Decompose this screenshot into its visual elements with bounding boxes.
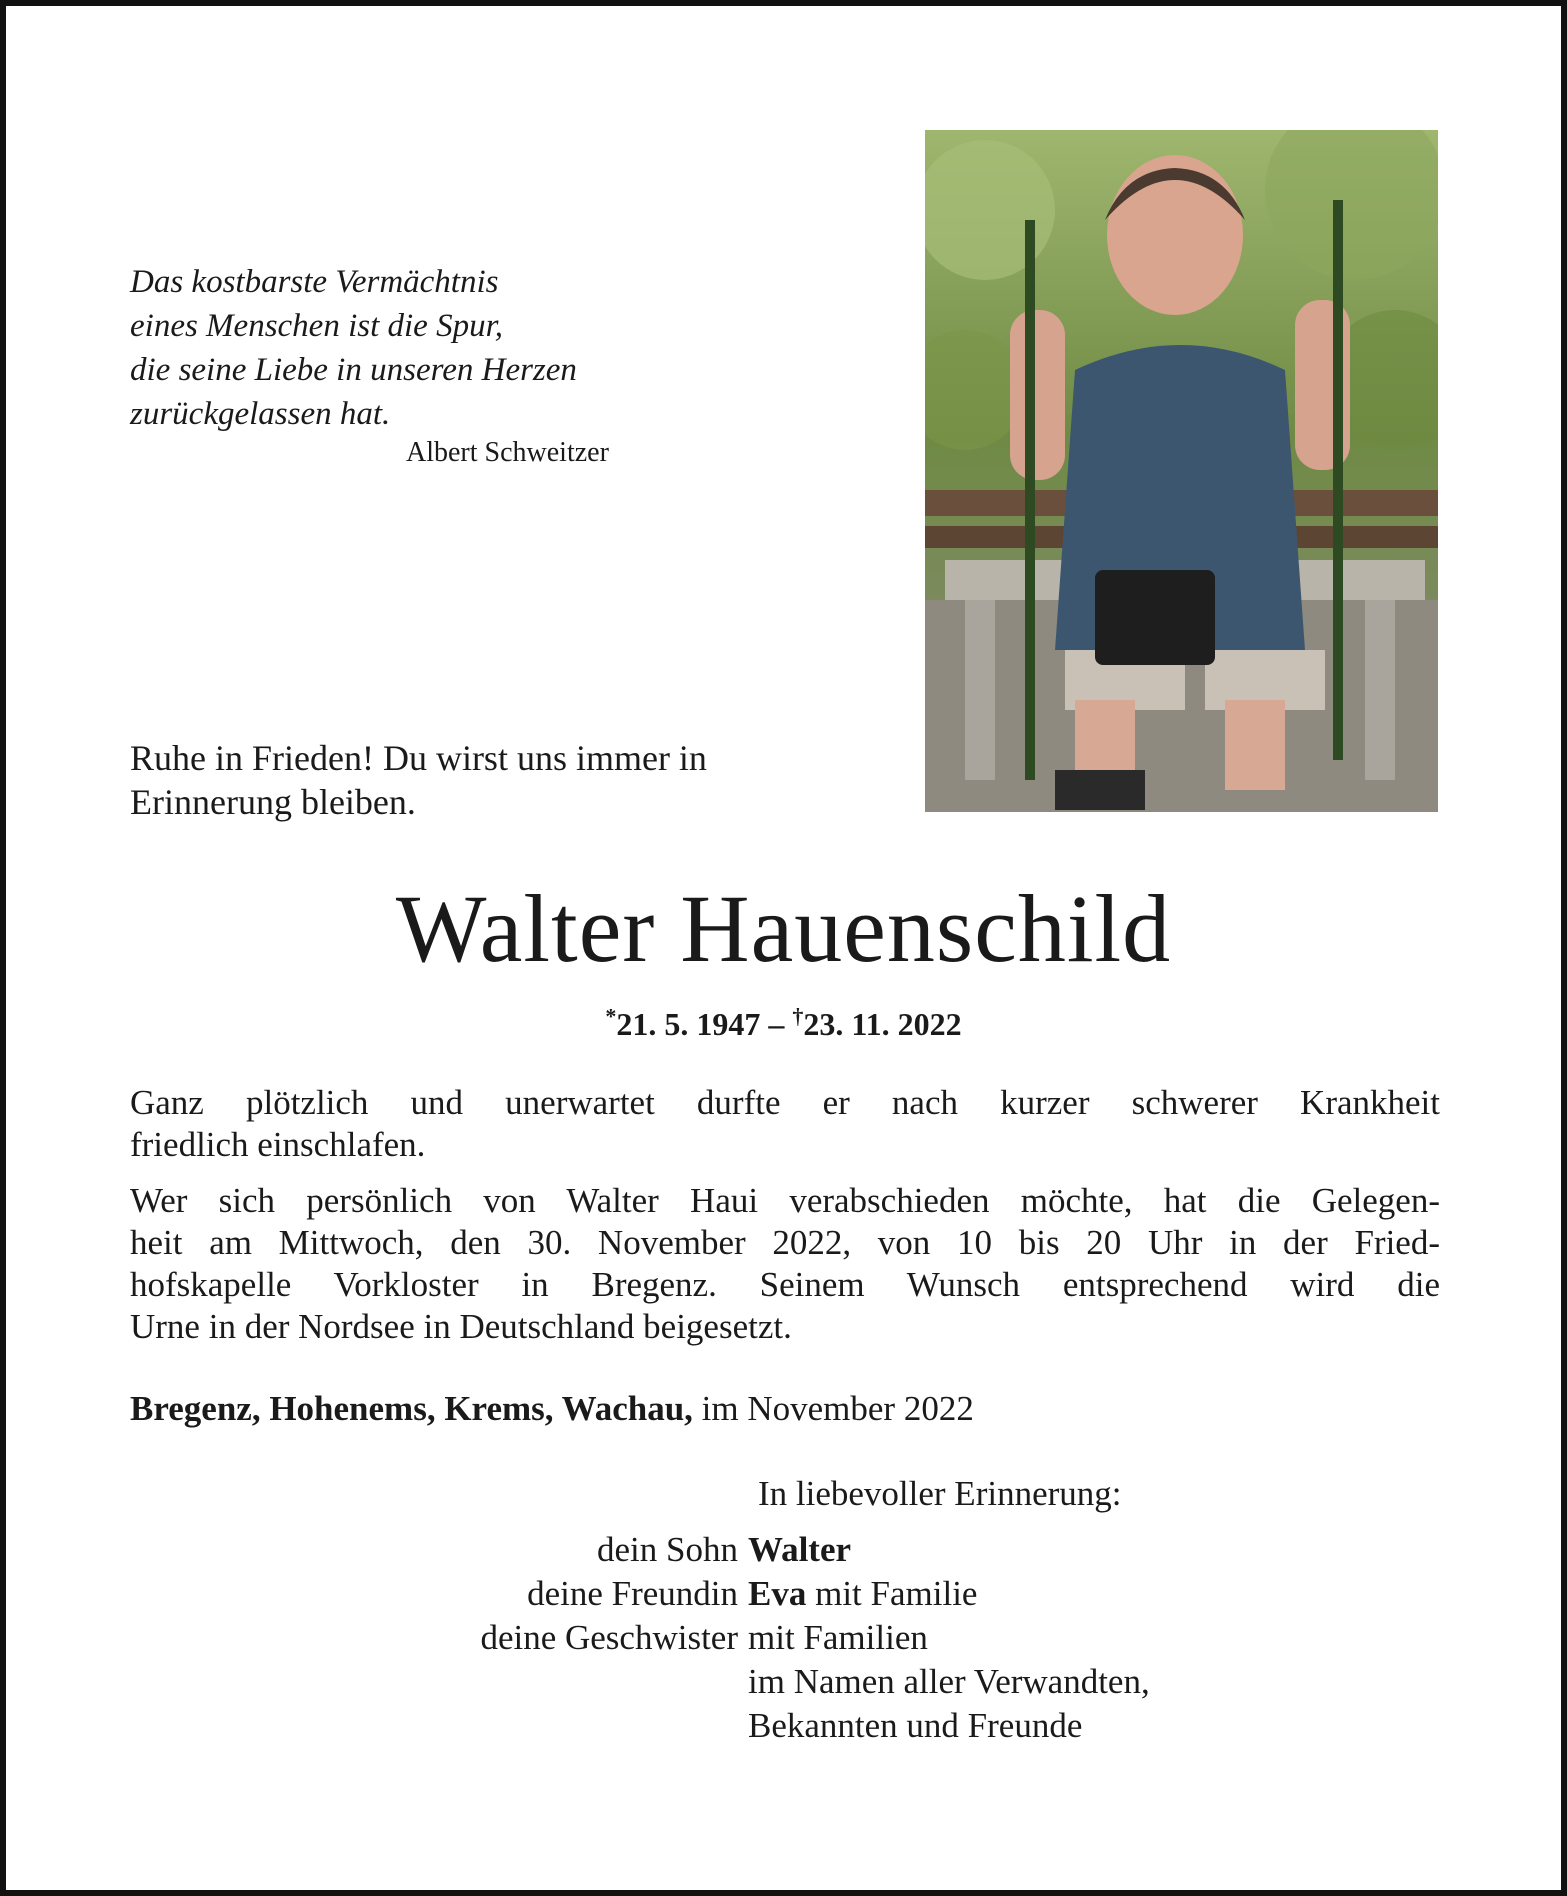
mourner-row (130, 1572, 1430, 1616)
farewell-line: Ruhe in Frieden! Du wirst uns immer in (130, 738, 707, 778)
farewell-info-paragraph (130, 1180, 1440, 1348)
life-dates (6, 1004, 1561, 1044)
death-date: 23. 11. 2022 (803, 1006, 962, 1042)
mourner-rest: Bekannten und Freunde (748, 1706, 1083, 1745)
mourner-relation: dein Sohn (597, 1530, 738, 1569)
mourner-relation: deine Geschwister (480, 1618, 738, 1657)
farewell-line: Erinnerung bleiben. (130, 782, 416, 822)
mourner-rest: mit Familien (748, 1618, 928, 1657)
quote (130, 260, 750, 436)
paragraph-line: Urne in der Nordsee in Deutschland beigesetzt. (130, 1307, 792, 1346)
deceased-name: Walter Hauenschild (395, 875, 1172, 982)
mourner-row (130, 1616, 1430, 1660)
mourner-row (130, 1704, 1430, 1748)
quote-line: eines Menschen ist die Spur, (130, 308, 504, 344)
mourner-name: Eva (748, 1574, 807, 1613)
place-date: im November 2022 (692, 1389, 974, 1428)
mourner-rest: mit Familie (806, 1574, 978, 1613)
mourners-heading: In liebevoller Erinnerung: (758, 1474, 1122, 1513)
mourners-list (130, 1528, 1430, 1748)
paragraph-line: hofskapelle Vorkloster in Bregenz. Seinem Wunsch entsprechend wird die (130, 1265, 1440, 1304)
mourner-row (130, 1528, 1430, 1572)
paragraph-line: Ganz plötzlich und unerwartet durfte er nach kurzer schwerer Krankheit (130, 1083, 1440, 1122)
mourner-name: Walter (748, 1530, 852, 1569)
announcement-paragraph (130, 1082, 1440, 1166)
mourner-relation (130, 1704, 748, 1748)
quote-author: Albert Schweitzer (406, 437, 609, 468)
mourner-rest: im Namen aller Verwandten, (748, 1662, 1150, 1701)
date-separator: – (760, 1006, 793, 1042)
farewell-text (130, 736, 850, 824)
mourner-relation: deine Freundin (527, 1574, 738, 1613)
mourner-row (130, 1660, 1430, 1704)
place-and-date (130, 1388, 1430, 1430)
paragraph-line: friedlich einschlafen. (130, 1125, 426, 1164)
portrait-photo-icon (925, 130, 1438, 812)
paragraph-line: heit am Mittwoch, den 30. November 2022, von 10 bis 20 Uhr in der Fried- (130, 1223, 1440, 1262)
quote-line: zurückgelassen hat. (130, 396, 391, 432)
birth-date: 21. 5. 1947 (616, 1006, 761, 1042)
portrait-photo (925, 130, 1438, 812)
death-symbol: † (792, 1003, 804, 1029)
birth-symbol: * (605, 1003, 617, 1029)
mourner-relation (130, 1660, 748, 1704)
place-towns: Bregenz, Hohenems, Krems, Wachau, (130, 1389, 693, 1428)
paragraph-line: Wer sich persönlich von Walter Haui verabschieden möchte, hat die Gelegen- (130, 1181, 1440, 1220)
quote-line: die seine Liebe in unseren Herzen (130, 352, 577, 388)
quote-line: Das kostbarste Vermächtnis (130, 264, 499, 300)
